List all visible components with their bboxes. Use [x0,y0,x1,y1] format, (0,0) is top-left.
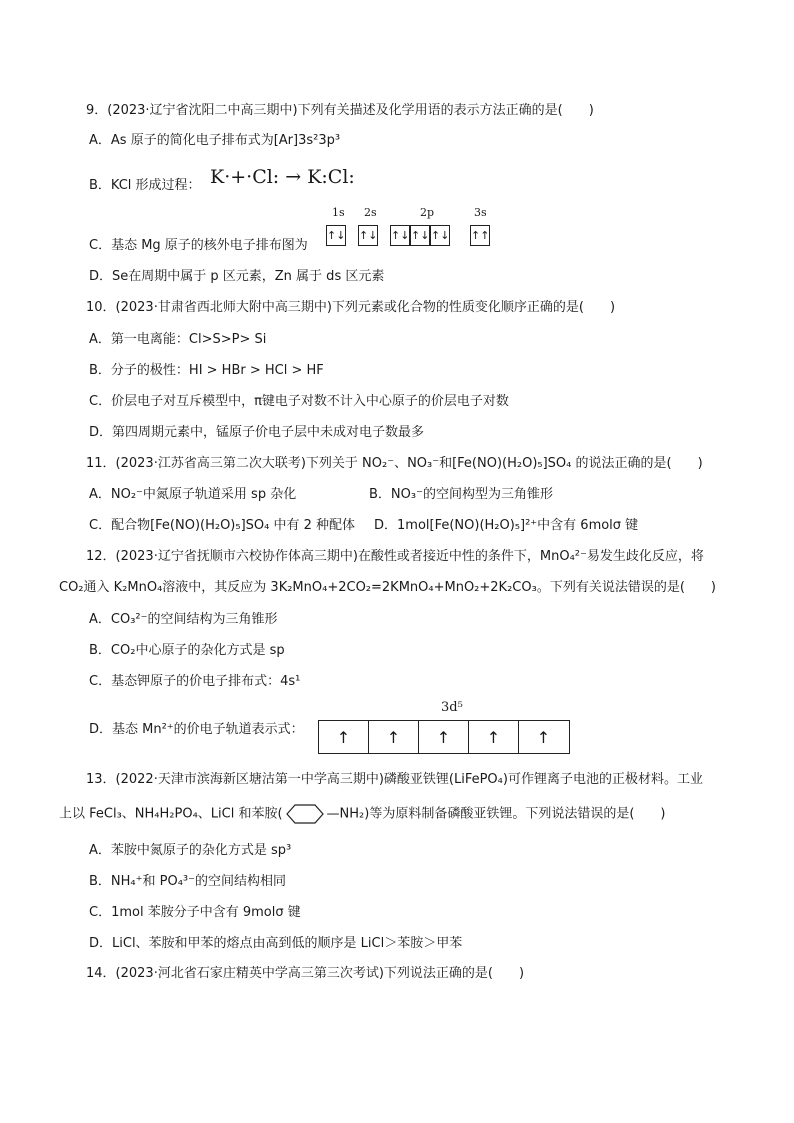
question-11-option-c: C．配合物[Fe(NO)(H₂O)₅]SO₄ 中有 2 种配体 [89,518,356,533]
question-9-option-b [89,176,201,196]
question-9-option-d: D．Se在周期中属于 p 区元素，Zn 属于 ds 区元素 [89,269,385,284]
question-9-stem: 9．(2023·辽宁省沈阳二中高三期中)下列有关描述及化学用语的表示方法正确的是( ) [86,103,594,118]
question-10-option-b: B．分子的极性：HI > HBr > HCl > HF [89,363,324,378]
orbital-label-2s: 2s [364,206,377,219]
question-11-stem: 11．(2023·江苏省高三第二次大联考)下列关于 NO₂⁻、NO₃⁻和[Fe(NO)(H₂O)₅]SO₄ 的说法正确的是( ) [86,456,703,471]
question-10-option-a: A．第一电离能：Cl>S>P> Si [89,332,267,347]
orbital-box-1s: ↑↓ [326,225,346,246]
question-11-option-d: D．1mol[Fe(NO)(H₂O)₅]²⁺中含有 6molσ 键 [374,518,639,533]
orbital-label-3d: 3d⁵ [441,700,463,715]
question-11-option-b: B．NO₃⁻的空间构型为三角锥形 [369,487,553,502]
question-14-stem: 14．(2023·河北省石家庄精英中学高三第三次考试)下列说法正确的是( ) [86,966,525,981]
question-13-option-b: B．NH₄⁺和 PO₄³⁻的空间结构相同 [89,874,286,889]
orbital-box-3d: ↑ [536,728,551,747]
orbital-box-2p-2: ↑↓ [410,225,430,246]
orbital-box-3s: ↑↑ [470,225,490,246]
option-b-label: B．KCl 形成过程： [89,178,201,193]
question-10-option-c: C．价层电子对互斥模型中，π键电子对数不计入中心原子的价层电子对数 [89,394,509,409]
orbital-label-1s: 1s [332,206,345,219]
question-13-option-c: C．1mol 苯胺分子中含有 9molσ 键 [89,905,301,920]
benzene-ring-icon [283,803,327,825]
orbital-box-2p-3: ↑↓ [430,225,450,246]
question-12-stem-line-1: 12．(2023·辽宁省抚顺市六校协作体高三期中)在酸性或者接近中性的条件下，MnO₄²⁻易发生歧化反应，将 [86,549,704,564]
question-12-option-d: D．基态 Mn²⁺的价电子轨道表示式： [89,722,304,737]
orbital-label-2p: 2p [420,206,435,219]
orbital-label-3s: 3s [474,206,487,219]
orbital-box-3d: ↑ [319,721,369,753]
orbital-box-3d: ↑ [469,721,519,753]
orbital-box-2s: ↑↓ [358,225,378,246]
question-12-option-b: B．CO₂中心原子的杂化方式是 sp [89,643,285,658]
mg-orbital-diagram [326,206,496,250]
orbital-box-3d: ↑ [369,721,419,753]
question-9-option-c: C．基态 Mg 原子的核外电子排布图为 [89,238,308,253]
kcl-formation-formula: K·+·Cl: → K:Cl: [210,166,355,188]
question-13-stem-line-1: 13．(2022·天津市滨海新区塘沽第一中学高三期中)磷酸亚铁锂(LiFePO₄)可作锂离子电池的正极材料。工业 [86,772,703,787]
question-10-option-d: D．第四周期元素中，锰原子价电子层中未成对电子数最多 [89,425,425,440]
orbital-box-2p-1: ↑↓ [390,225,410,246]
orbital-box-3d: ↑ [419,721,469,753]
question-12-option-c: C．基态钾原子的价电子排布式：4s¹ [89,674,301,689]
question-12-option-a: A．CO₃²⁻的空间结构为三角锥形 [89,612,278,627]
question-13-option-a: A．苯胺中氮原子的杂化方式是 sp³ [89,843,292,858]
question-13-option-d: D．LiCl、苯胺和甲苯的熔点由高到低的顺序是 LiCl＞苯胺＞甲苯 [89,936,463,951]
question-11-option-a: A．NO₂⁻中氮原子轨道采用 sp 杂化 [89,487,297,502]
mn-orbital-diagram [318,720,570,754]
question-9-option-a: A．As 原子的简化电子排布式为[Ar]3s²3p³ [89,133,341,148]
question-10-stem: 10．(2023·甘肃省西北师大附中高三期中)下列元素或化合物的性质变化顺序正确的是( ) [86,300,616,315]
question-12-stem-line-2: CO₂通入 K₂MnO₄溶液中，其反应为 3K₂MnO₄+2CO₂=2KMnO₄+MnO₂+2K₂CO₃。下列有关说法错误的是( ) [59,580,716,595]
question-13-stem-line-2: 上以 FeCl₃、NH₄H₂PO₄、LiCl 和苯胺( —NH₂)等为原料制备磷酸亚铁锂。下列说法错误的是( ) [59,803,665,825]
